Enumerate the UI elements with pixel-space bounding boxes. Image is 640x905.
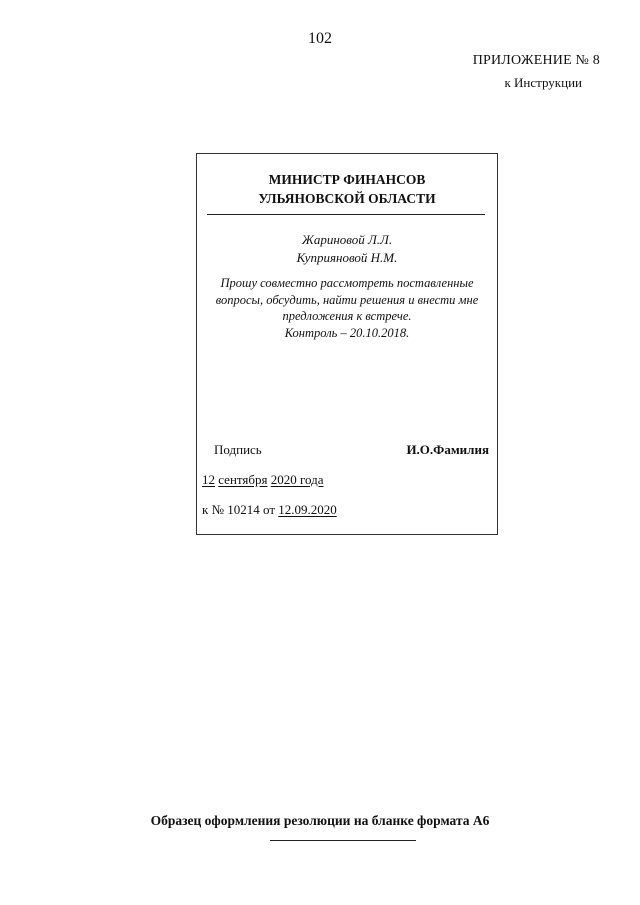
resolution-date <box>202 472 324 488</box>
signature-label: Подпись <box>214 442 262 457</box>
resolution-line: Прошу совместно рассмотреть поставленные <box>220 276 474 290</box>
resolution-line: вопросы, обсудить, найти решения и внести мне <box>215 292 479 307</box>
document-reference <box>202 502 337 518</box>
reference-date: 12.09.2020 <box>278 502 337 517</box>
signatory-name: И.О.Фамилия <box>406 442 489 457</box>
page-number: 102 <box>308 30 332 47</box>
reference-middle: от <box>259 502 279 517</box>
addressees <box>197 231 497 267</box>
organization-line: УЛЬЯНОВСКОЙ ОБЛАСТИ <box>258 191 436 206</box>
header-divider <box>207 214 485 215</box>
organization-heading <box>197 170 497 208</box>
addressee: Куприяновой Н.М. <box>296 250 398 265</box>
resolution-line: предложения к встрече. <box>282 309 412 323</box>
resolution-form <box>196 153 498 535</box>
date-day: 12 <box>202 472 215 487</box>
addressee: Жариновой Л.Л. <box>301 232 393 247</box>
reference-number: 10214 <box>227 502 260 517</box>
date-year: 2020 года <box>270 472 324 487</box>
resolution-text <box>203 275 491 341</box>
resolution-line: Контроль – 20.10.2018. <box>284 325 410 340</box>
appendix-title: ПРИЛОЖЕНИЕ № 8 <box>472 53 600 68</box>
date-month: сентября <box>218 472 268 487</box>
caption-underline <box>270 840 416 841</box>
instruction-ref: к Инструкции <box>504 75 582 90</box>
reference-prefix: к № <box>202 502 228 517</box>
figure-caption: Образец оформления резолюции на бланке формата А6 <box>150 813 490 828</box>
organization-line: МИНИСТР ФИНАНСОВ <box>268 172 426 187</box>
